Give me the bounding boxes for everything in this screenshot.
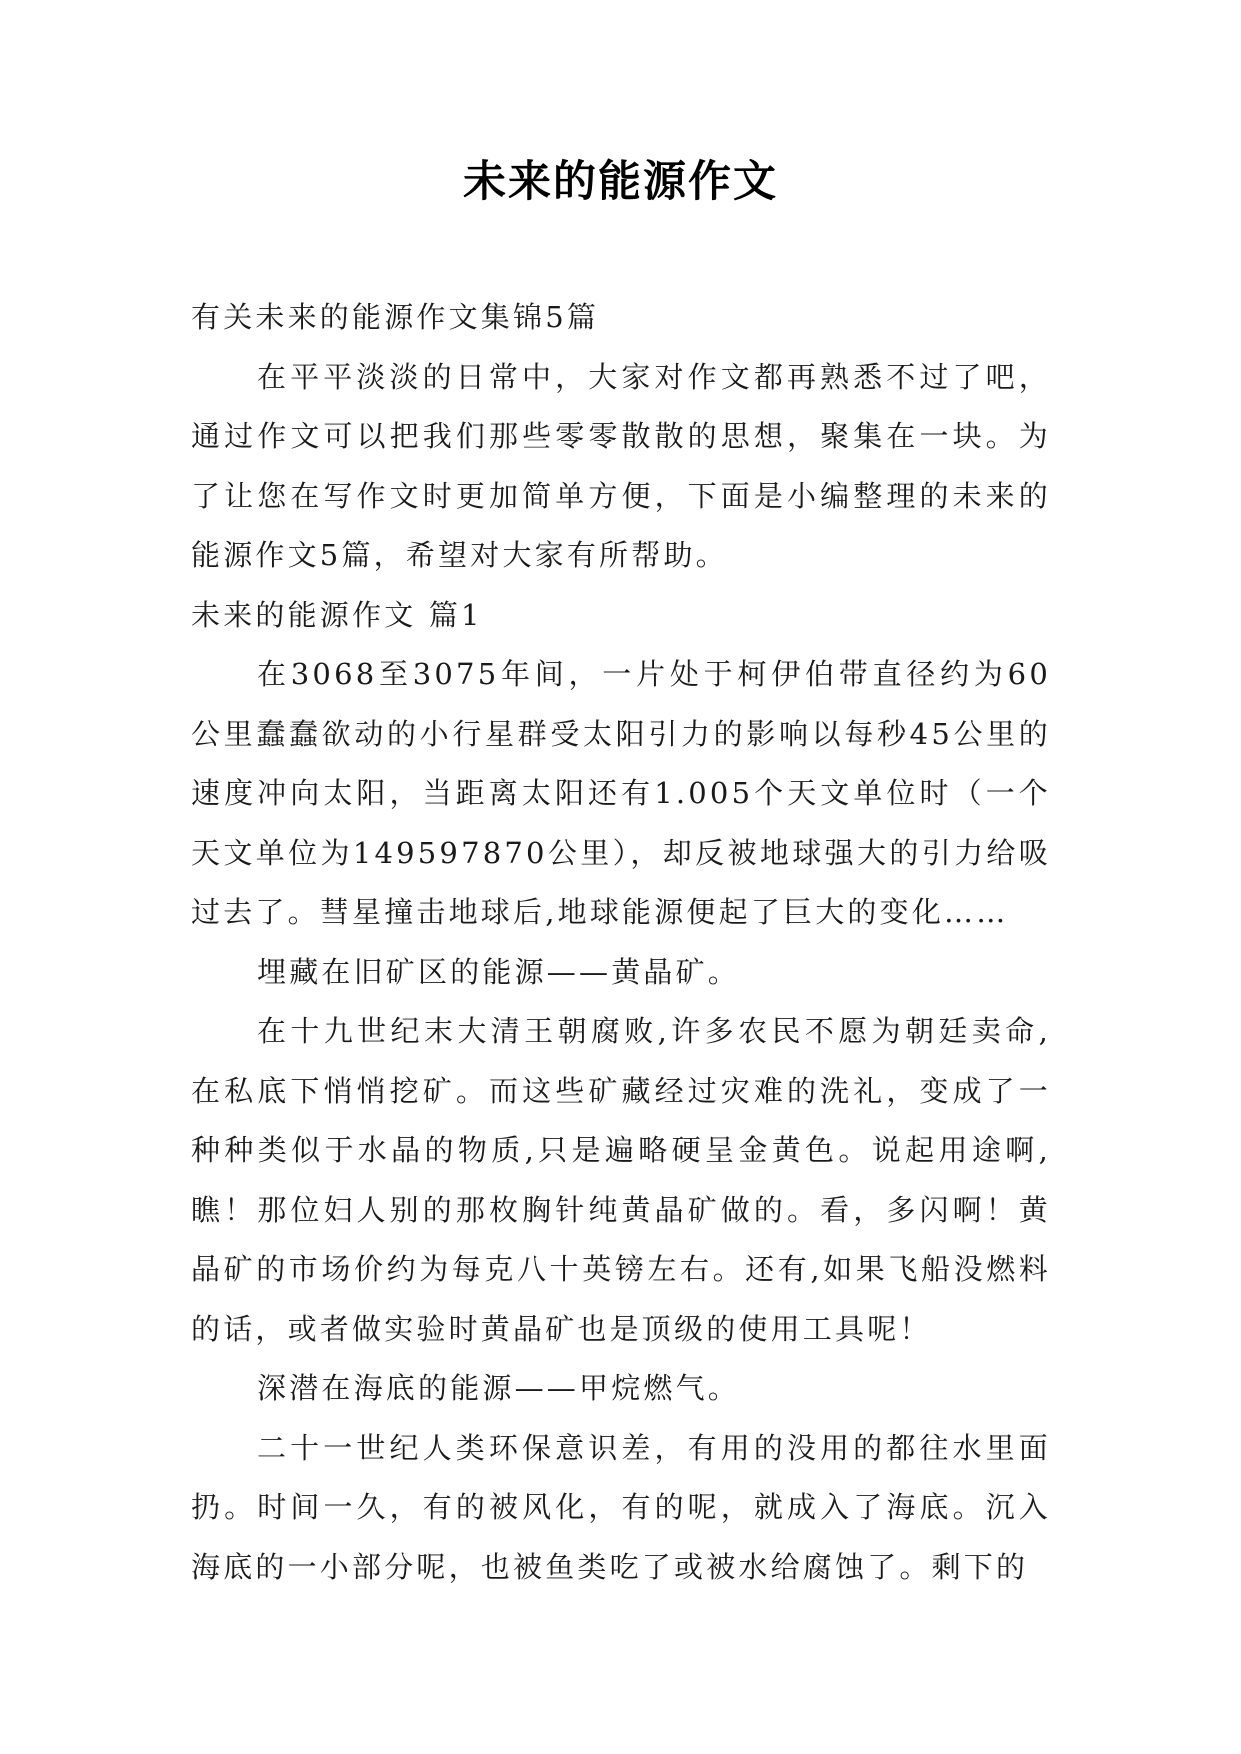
subtitle-paragraph: 有关未来的能源作文集锦5篇	[191, 300, 600, 334]
body-paragraph: 埋藏在旧矿区的能源——黄晶矿。	[257, 954, 741, 989]
body-paragraph: 在十九世纪末大清王朝腐败,许多农民不愿为朝廷卖命,在私底下悄悄挖矿。而这些矿藏经过灾难的洗礼，变成了一种种类似于水晶的物质,只是遍略硬呈金黄色。说起用途啊,瞧！那位妇人别的那枚胸针纯黄晶矿做的。看，多闪啊！黄晶矿的市场价约为每克八十英镑左右。还有,如果飞船没燃料的话，或者做实验时黄晶矿也是顶级的使用工具呢！	[191, 1014, 1051, 1346]
body-paragraph: 深潜在海底的能源——甲烷燃气。	[257, 1371, 741, 1405]
section-heading: 未来的能源作文 篇1	[191, 597, 483, 632]
body-paragraph: 在3068至3075年间，一片处于柯伊伯带直径约为60公里蠢蠢欲动的小行星群受太阳引力的影响以每秒45公里的速度冲向太阳，当距离太阳还有1.005个天文单位时（一个天文单位为149597870公里），却反被地球强大的引力给吸过去了。彗星撞击地球后,地球能源便起了巨大的变化……	[191, 657, 1051, 929]
document-body	[191, 288, 1051, 1597]
intro-paragraph: 在平平淡淡的日常中，大家对作文都再熟悉不过了吧，通过作文可以把我们那些零零散散的思想，聚集在一块。为了让您在写作文时更加简单方便，下面是小编整理的未来的能源作文5篇，希望对大家有所帮助。	[191, 359, 1051, 572]
body-paragraph: 二十一世纪人类环保意识差，有用的没用的都往水里面扔。时间一久，有的被风化，有的呢，就成入了海底。沉入海底的一小部分呢，也被鱼类吃了或被水给腐蚀了。剩下的	[191, 1430, 1051, 1584]
page-title: 未来的能源作文	[463, 157, 778, 207]
